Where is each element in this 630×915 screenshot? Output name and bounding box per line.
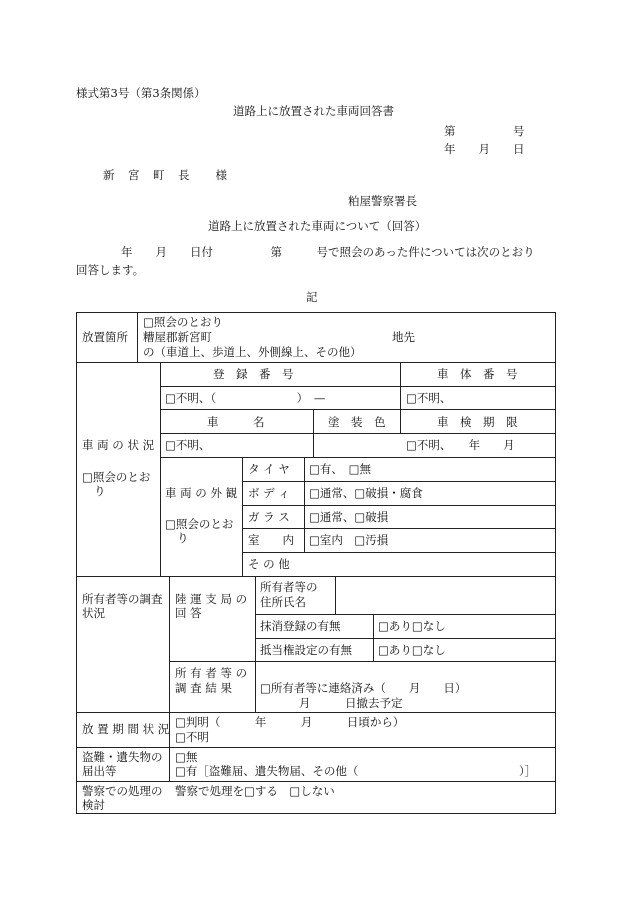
paint-color-header: 塗 装 色 [328,415,386,429]
glass-value: □通常、□破損 [309,510,389,524]
owner-address-label: 所有者等の [260,580,318,594]
inspection-expiry-header: 車 検 期 限 [437,415,518,429]
police-handling-value: 警察で処理を□する □しない [175,784,335,798]
location-road-type: の（車道上、歩道上、外側線上、その他） [143,345,362,359]
addressee: 新 宮 町 長 様 [103,168,228,182]
form-table [76,312,556,814]
interior-value: □室内 □汚損 [309,533,389,547]
period-unknown-value: □不明 [175,730,209,744]
theft-none-value: □無 [175,750,198,764]
theft-exists-value: □有［盗難届、遺失物届、その他（ [175,764,359,778]
vehicle-as-inquired-cont: り [94,484,106,498]
owner-contacted-value: □所有者等に連絡済み（ 月 日） [260,681,467,695]
registration-number-header: 登 録 番 号 [213,367,294,381]
theft-report-label-cont: 届出等 [82,764,117,778]
interior-label: 室 内 [248,533,294,547]
deregistration-label: 抹消登録の有無 [260,619,341,633]
document-date: 年 月 日 [444,142,525,156]
vehicle-name-header: 車 名 [207,415,265,429]
tire-label: タ イ ヤ [248,462,290,476]
owner-address-label-cont: 住所氏名 [260,595,306,609]
transport-bureau-label-cont: 回 答 [175,606,202,620]
mortgage-value: □あり□なし [378,643,446,657]
police-handling-label-cont: 検討 [82,798,105,812]
sender: 粕屋警察署長 [348,194,417,208]
vehicle-name-value: □不明、 [165,438,211,452]
appearance-as-inquired-cont: り [177,531,189,545]
body-number-value: □不明、 [406,391,452,405]
location-as-inquired: □照会のとおり [143,315,223,329]
mortgage-label: 抵当権設定の有無 [260,643,352,657]
police-handling-label: 警察での処理の [82,784,163,798]
body-value: □通常、□破損・腐食 [309,486,423,500]
body-text-line2: 回答します。 [76,263,145,277]
period-label: 放 置 期 間 状 況 [82,722,170,736]
removal-schedule-value: 月 日撤去予定 [299,696,403,710]
transport-bureau-label: 陸 運 支 局 の [175,592,248,606]
glass-label: ガ ラ ス [248,510,290,524]
vehicle-status-label: 車 両 の 状 況 [82,438,155,452]
registration-number-value: □不明、（ ） — [165,391,326,405]
other-label: そ の 他 [248,557,290,571]
theft-exists-value-end: ）］ [519,764,537,778]
appearance-label: 車 両 の 外 観 [165,486,238,500]
owner-investigation-label: 所有者等の調査 [82,592,163,606]
period-known-value: □判明（ 年 月 日頃から） [175,715,405,729]
owner-investigation-label-cont: 状況 [82,606,105,620]
subject: 道路上に放置された車両について（回答） [208,219,427,233]
form-title: 道路上に放置された車両回答書 [233,104,394,118]
appearance-as-inquired: □照会のとお [165,517,234,531]
body-label: ボ デ ィ [248,486,290,500]
owner-result-label: 所 有 者 等 の [175,666,248,680]
inspection-expiry-value: □不明、 年 月 [406,438,515,452]
owner-result-label-cont: 調 査 結 果 [175,681,232,695]
document-number: 第 号 [444,124,525,138]
location-suffix: 地先 [392,330,415,344]
deregistration-value: □あり□なし [378,619,446,633]
vehicle-as-inquired: □照会のとお [82,470,151,484]
body-text-line1: 年 月 日付 第 号で照会のあった件については次のとおり [121,245,535,259]
ki-heading: 記 [306,290,318,304]
location-label: 放置箇所 [82,330,128,344]
location-town: 糟屋郡新宮町 [143,330,212,344]
form-number: 様式第3号（第3条関係） [76,86,206,100]
theft-report-label: 盗難・遺失物の [82,750,163,764]
body-number-header: 車 体 番 号 [437,367,518,381]
tire-value: □有、 □無 [309,462,371,476]
